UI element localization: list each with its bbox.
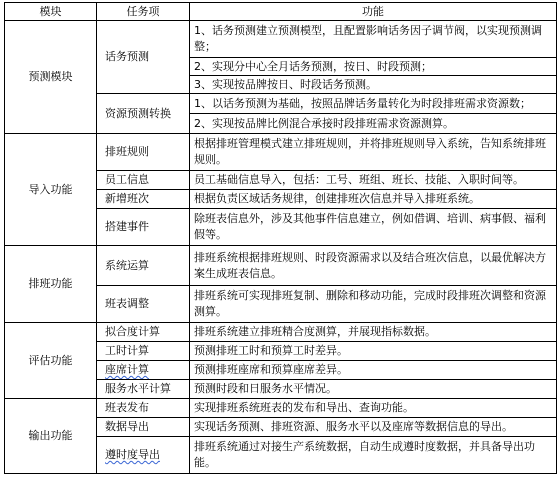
task-cell: 话务预测 [97,21,190,94]
task-cell [97,437,190,474]
header-module: 模块 [5,3,97,21]
task-label: 遵时度导出 [105,448,160,461]
task-cell: 工时计算 [97,342,190,361]
function-cell: 3、实现按品牌按日、时段话务预测。 [190,76,557,94]
task-cell: 搭建事件 [97,209,190,246]
function-cell: 2、实现按品牌比例混合承接时段排班需求资源测算。 [190,114,557,134]
function-cell: 排班系统可实现排班复制、删除和移动功能，完成时段排班次调整和资源测算。 [190,286,557,323]
function-cell: 预测排班座席和预算座席差异。 [190,361,557,380]
function-cell: 1、以话务预测为基础，按照品牌话务量转化为时段排班需求资源数； [190,94,557,114]
function-cell: 员工基础信息导入，包括：工号、班组、班长、技能、入职时间等。 [190,171,557,190]
function-cell: 预测排班工时和预算工时差异。 [190,342,557,361]
module-cell: 评估功能 [5,323,97,399]
module-cell: 预测模块 [5,21,97,134]
task-cell: 班表发布 [97,399,190,418]
function-cell: 根据负责区域话务规律，创建排班次信息并导入排班系统。 [190,190,557,209]
task-cell: 拟合度计算 [97,323,190,342]
table-row [5,323,557,342]
function-cell: 排班系统通过对接生产系统数据，自动生成遵时度数据，并具备导出功能。 [190,437,557,474]
task-cell: 班表调整 [97,286,190,323]
task-function-table-container [4,2,556,474]
function-cell: 实现话务预测、排班资源、服务水平以及座席等数据信息的导出。 [190,418,557,437]
function-cell: 排班系统建立排班精合度测算，并展现指标数据。 [190,323,557,342]
table-row [5,246,557,286]
module-cell: 排班功能 [5,246,97,323]
function-cell: 实现排班系统班表的发布和导出、查询功能。 [190,399,557,418]
header-function: 功能 [190,3,557,21]
task-cell: 服务水平计算 [97,380,190,399]
task-cell: 数据导出 [97,418,190,437]
task-cell: 新增班次 [97,190,190,209]
function-cell: 1、话务预测建立预测模型，且配置影响话务因子调节阀，以实现预测调整； [190,21,557,58]
task-cell: 系统运算 [97,246,190,286]
header-row [5,3,557,21]
function-cell: 根据排班管理模式建立排班规则，并将排班规则导入系统，告知系统排班规则。 [190,134,557,171]
module-cell: 导入功能 [5,134,97,246]
table-row [5,399,557,418]
function-cell: 除班表信息外，涉及其他事件信息建立，例如借调、培训、病事假、福利假等。 [190,209,557,246]
task-cell: 员工信息 [97,171,190,190]
function-cell: 2、实现分中心全月话务预测，按日、时段预测； [190,58,557,76]
function-cell: 预测时段和日服务水平情况。 [190,380,557,399]
task-cell: 资源预测转换 [97,94,190,134]
function-cell: 排班系统根据排班规则、时段资源需求以及结合班次信息，以最优解决方案生成班表信息。 [190,246,557,286]
task-label: 座席计算 [105,363,149,376]
table-row [5,134,557,171]
task-cell: 排班规则 [97,134,190,171]
task-cell [97,361,190,380]
module-cell: 输出功能 [5,399,97,474]
task-function-table [4,2,557,474]
header-task: 任务项 [97,3,190,21]
table-row [5,21,557,58]
